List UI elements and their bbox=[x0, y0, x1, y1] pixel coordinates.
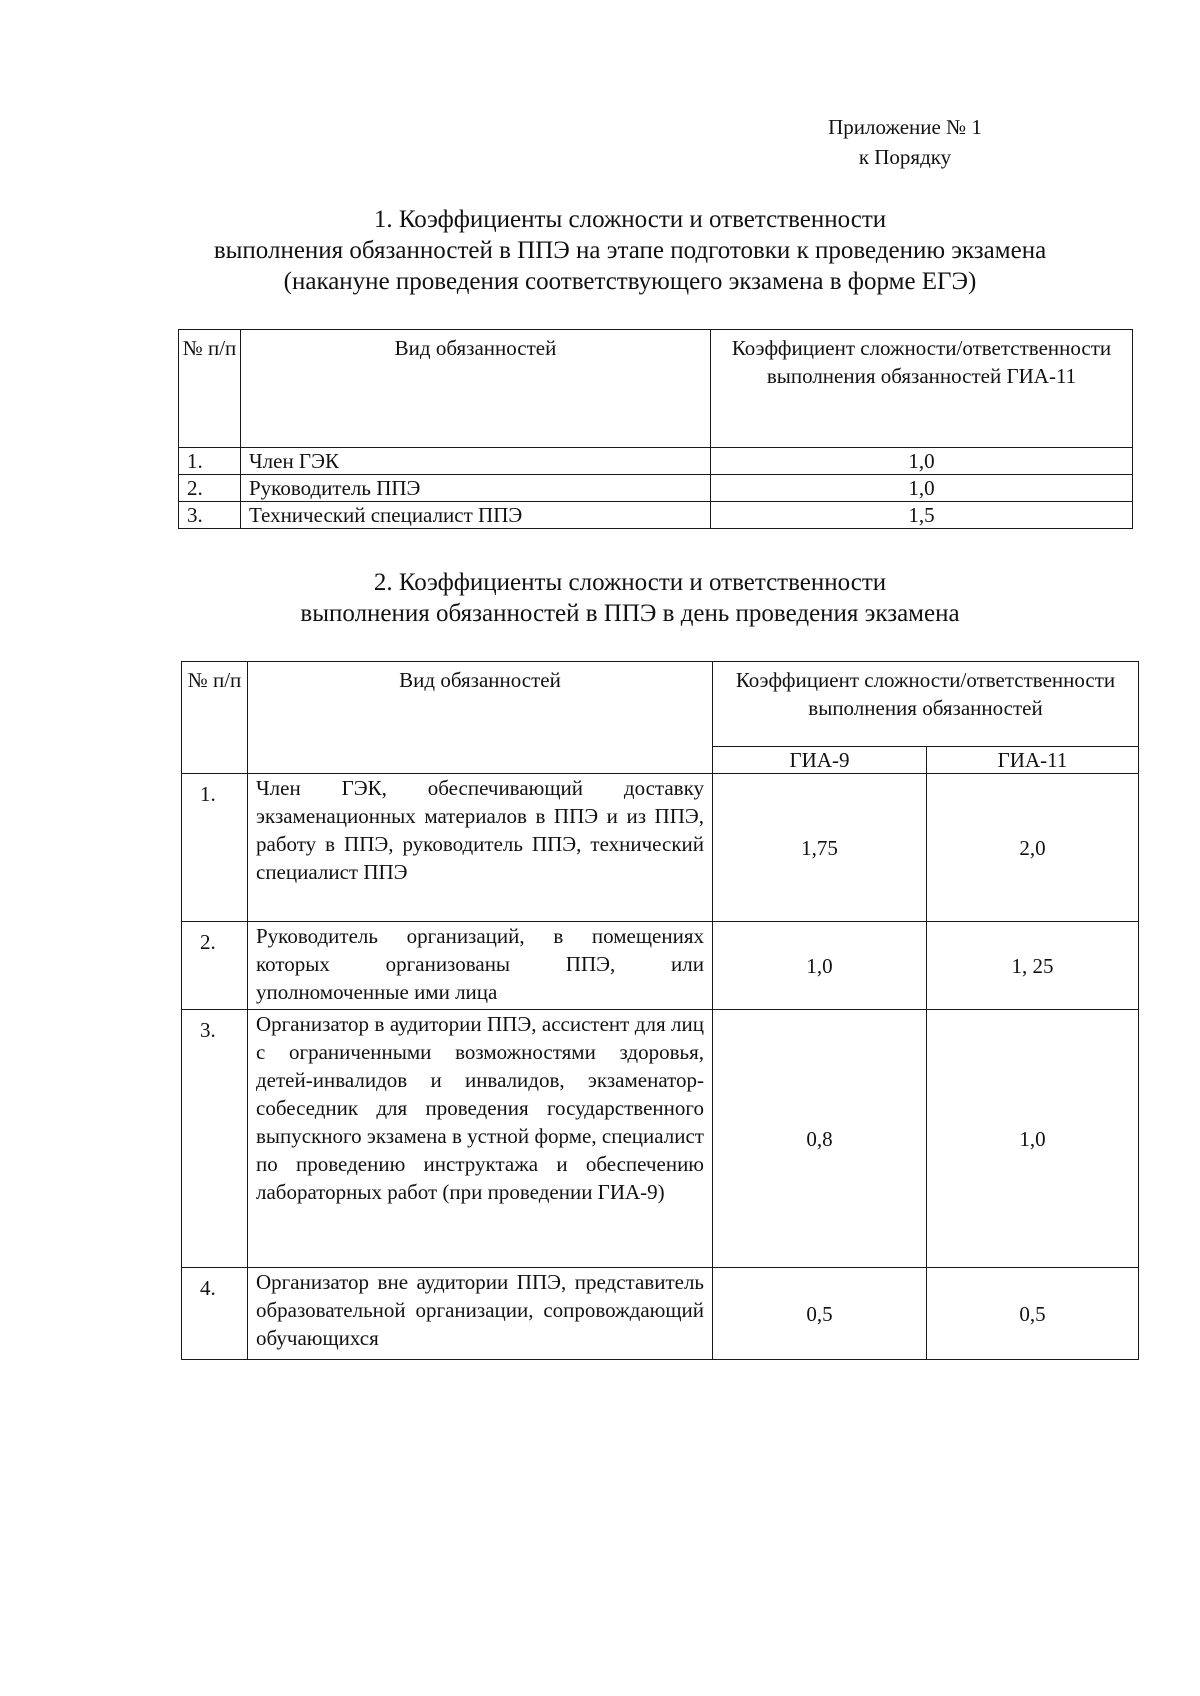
column-header-gia-11: ГИА-11 bbox=[927, 747, 1139, 774]
row-coefficient: 1,0 bbox=[711, 448, 1133, 475]
table-row bbox=[179, 448, 1133, 475]
appendix-number: Приложение № 1 bbox=[828, 115, 982, 139]
row-coefficient: 1,5 bbox=[711, 502, 1133, 529]
row-number: 3. bbox=[182, 1010, 248, 1268]
column-header-gia-9: ГИА-9 bbox=[713, 747, 927, 774]
row-coefficient-gia-9: 1,75 bbox=[713, 774, 927, 922]
appendix-reference: к Порядку bbox=[858, 145, 952, 169]
row-coefficient-gia-11: 0,5 bbox=[927, 1268, 1139, 1360]
row-number: 2. bbox=[179, 475, 241, 502]
row-duty: Член ГЭК bbox=[241, 448, 711, 475]
row-duty: Руководитель организаций, в помещениях которых организованы ППЭ, или уполномоченные ими лица bbox=[248, 922, 713, 1010]
row-coefficient-gia-11: 2,0 bbox=[927, 774, 1139, 922]
row-duty: Руководитель ППЭ bbox=[241, 475, 711, 502]
table-row bbox=[182, 922, 1139, 1010]
table-row bbox=[182, 774, 1139, 922]
row-coefficient-gia-9: 0,5 bbox=[713, 1268, 927, 1360]
table-row bbox=[179, 502, 1133, 529]
coefficients-table-exam-day bbox=[181, 661, 1139, 1360]
row-coefficient-gia-9: 0,8 bbox=[713, 1010, 927, 1268]
section-1-heading-line: 1. Коэффициенты сложности и ответственности bbox=[373, 206, 887, 233]
table-row bbox=[182, 1268, 1139, 1360]
row-number: 1. bbox=[182, 774, 248, 922]
row-duty: Организатор вне аудитории ППЭ, представитель образовательной организации, сопровождающий обучающихся bbox=[248, 1268, 713, 1360]
appendix-note bbox=[780, 112, 1030, 172]
row-coefficient-gia-11: 1, 25 bbox=[927, 922, 1139, 1010]
section-2-heading bbox=[150, 567, 1110, 629]
section-1-heading bbox=[150, 204, 1110, 297]
section-2-heading-line: выполнения обязанностей в ППЭ в день проведения экзамена bbox=[300, 600, 960, 627]
coefficients-table-preparation bbox=[178, 329, 1133, 529]
row-duty: Организатор в аудитории ППЭ, ассистент для лиц с ограниченными возможностями здоровья, детей-инвалидов и инвалидов, экзаменатор-собеседник для проведения государственного выпускного экзамена в устной форме, специалист по проведению инструктажа и обеспечению лабораторных работ (при проведении ГИА-9) bbox=[248, 1010, 713, 1268]
row-duty: Технический специалист ППЭ bbox=[241, 502, 711, 529]
column-header-coefficient: Коэффициент сложности/ответственности выполнения обязанностей bbox=[713, 662, 1139, 747]
row-coefficient: 1,0 bbox=[711, 475, 1133, 502]
column-header-kind: Вид обязанностей bbox=[241, 330, 711, 448]
column-header-coefficient: Коэффициент сложности/ответственности выполнения обязанностей ГИА-11 bbox=[711, 330, 1133, 448]
row-number: 4. bbox=[182, 1268, 248, 1360]
row-number: 1. bbox=[179, 448, 241, 475]
column-header-number: № п/п bbox=[179, 330, 241, 448]
row-number: 2. bbox=[182, 922, 248, 1010]
column-header-number: № п/п bbox=[182, 662, 248, 774]
table-row bbox=[182, 1010, 1139, 1268]
section-2-heading-line: 2. Коэффициенты сложности и ответственности bbox=[373, 569, 887, 596]
column-header-kind: Вид обязанностей bbox=[248, 662, 713, 774]
row-coefficient-gia-11: 1,0 bbox=[927, 1010, 1139, 1268]
table-row bbox=[179, 475, 1133, 502]
row-number: 3. bbox=[179, 502, 241, 529]
row-duty: Член ГЭК, обеспечивающий доставку экзаменационных материалов в ППЭ и из ППЭ, работу в ППЭ, руководитель ППЭ, технический специалист ППЭ bbox=[248, 774, 713, 922]
section-1-heading-line: (накануне проведения соответствующего экзамена в форме ЕГЭ) bbox=[283, 268, 977, 295]
section-1-heading-line: выполнения обязанностей в ППЭ на этапе подготовки к проведению экзамена bbox=[213, 237, 1047, 264]
table-header-row bbox=[182, 662, 1139, 747]
table-header-row bbox=[179, 330, 1133, 448]
row-coefficient-gia-9: 1,0 bbox=[713, 922, 927, 1010]
